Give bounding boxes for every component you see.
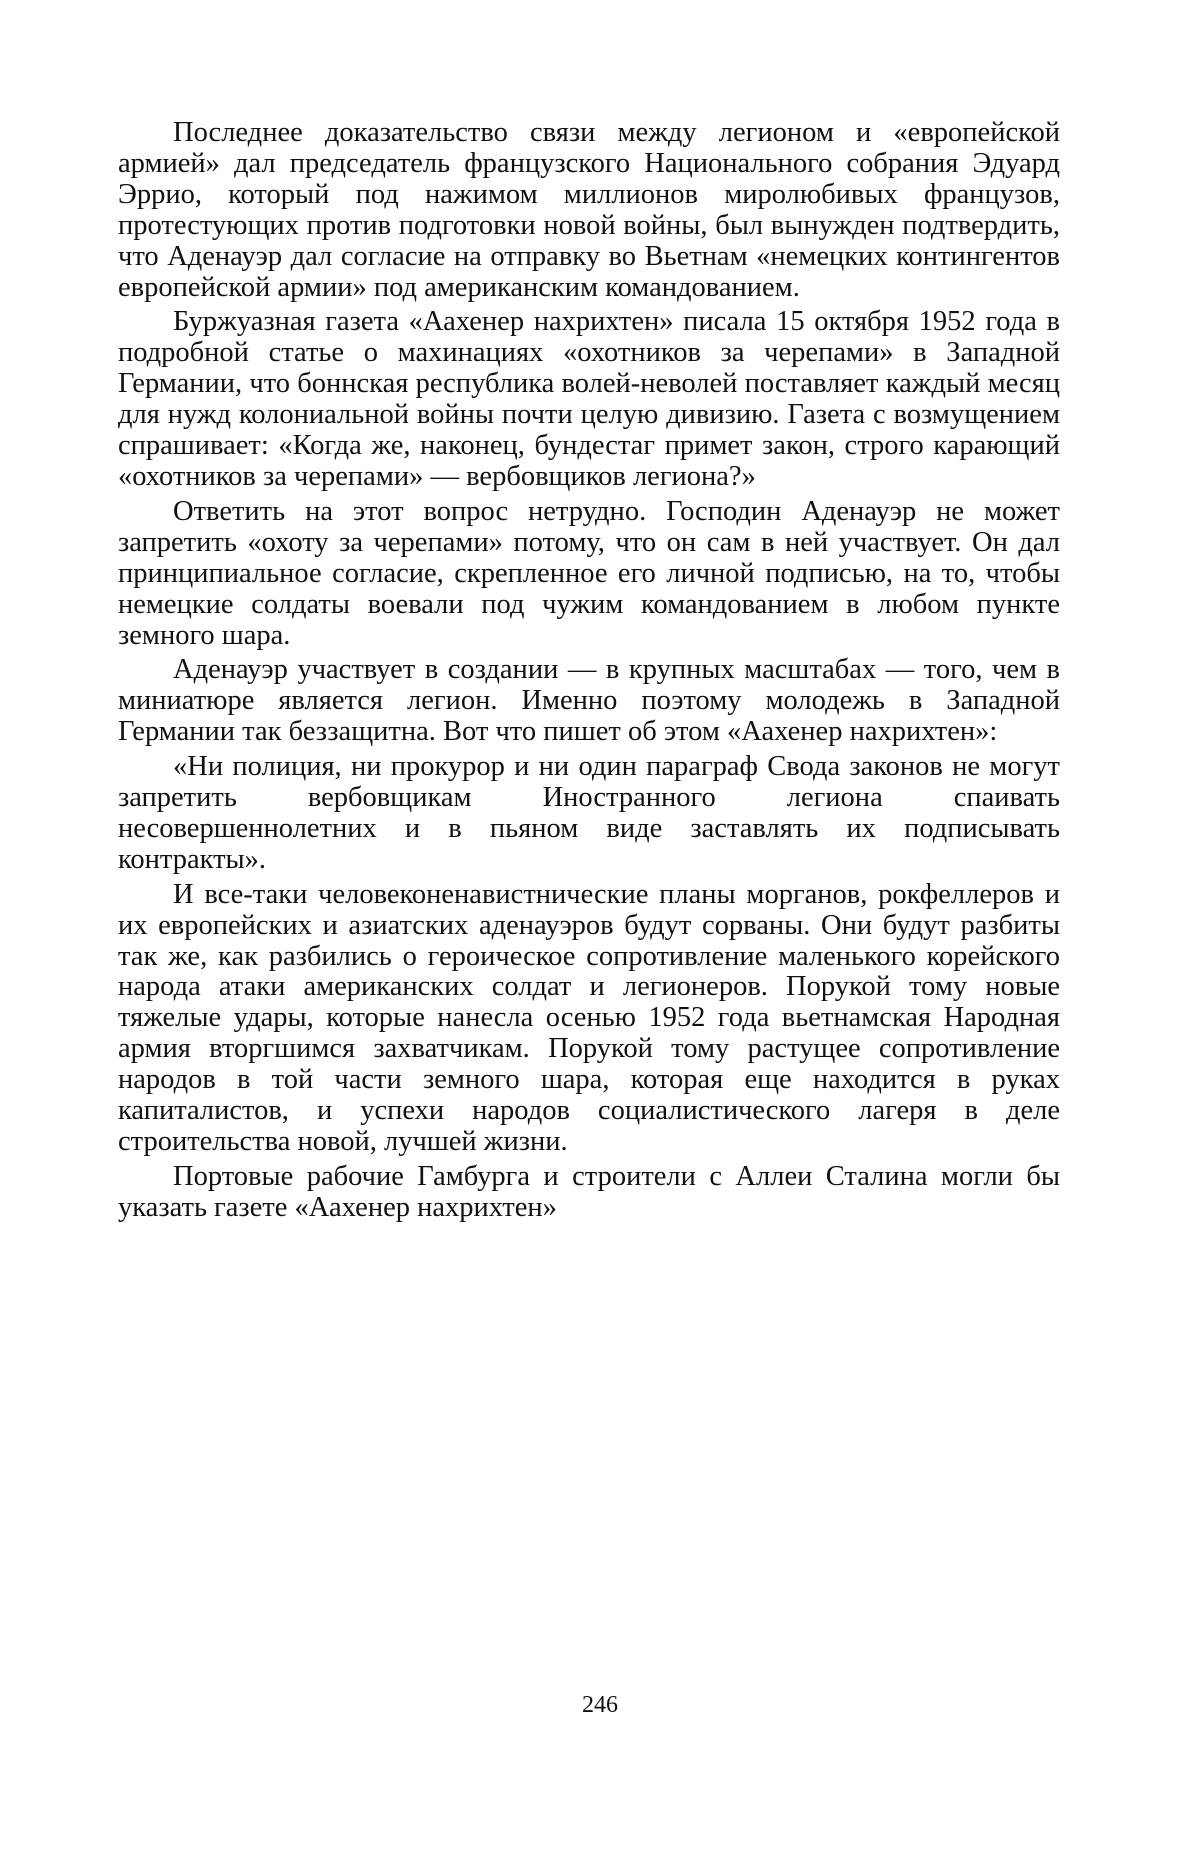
paragraph-7: Портовые рабочие Гамбурга и строители с Аллеи Сталина могли бы указать газете «Аахенер нахрихтен» [118, 1160, 1060, 1223]
paragraph-5-quote: «Ни полиция, ни прокурор и ни один параграф Свода законов не могут запретить вербовщикам Иностранного легиона спаивать несовершеннолетних и в пьяном виде заставлять их подписывать контракты». [118, 751, 1060, 875]
paragraph-1: Последнее доказательство связи между легионом и «европейской армией» дал председатель французского Национального собрания Эдуард Эррио, который под нажимом миллионов миролюбивых французов, протестующих против подготовки новой войны, был вынужден подтвердить, что Аденауэр дал согласие на отправку во Вьетнам «немецких контингентов европейской армии» под американским командованием. [118, 117, 1060, 303]
paragraph-2: Буржуазная газета «Аахенер нахрихтен» писала 15 октября 1952 года в подробной статье о махинациях «охотников за черепами» в Западной Германии, что боннская республика волей-неволей поставляет каждый месяц для нужд колониальной войны почти целую дивизию. Газета с возмущением спрашивает: «Когда же, наконец, бундестаг примет закон, строго карающий «охотников за черепами» — вербовщиков легиона?» [118, 306, 1060, 492]
paragraph-4: Аденауэр участвует в создании — в крупных масштабах — того, чем в миниатюре является легион. Именно поэтому молодежь в Западной Германии так беззащитна. Вот что пишет об этом «Аахенер нахрихтен»: [118, 654, 1060, 748]
body-text [118, 118, 1060, 1228]
paragraph-6: И все-таки человеконенавистнические планы морганов, рокфеллеров и их европейских и азиатских аденауэров будут сорваны. Они будут разбиты так же, как разбились о героическое сопротивление маленького корейского народа атаки американских солдат и легионеров. Порукой тому новые тяжелые удары, которые нанесла осенью 1952 года вьетнамская Народная армия вторгшимся захватчикам. Порукой тому растущее сопротивление народов в той части земного шара, которая еще находится в руках капиталистов, и успехи народов социалистического лагеря в деле строительства новой, лучшей жизни. [118, 878, 1060, 1157]
page-number: 246 [582, 1692, 618, 1718]
paragraph-3: Ответить на этот вопрос нетрудно. Господин Аденауэр не может запретить «охоту за черепами» потому, что он сам в ней участвует. Он дал принципиальное согласие, скрепленное его личной подписью, на то, чтобы немецкие солдаты воевали под чужим командованием в любом пункте земного шара. [118, 495, 1060, 651]
